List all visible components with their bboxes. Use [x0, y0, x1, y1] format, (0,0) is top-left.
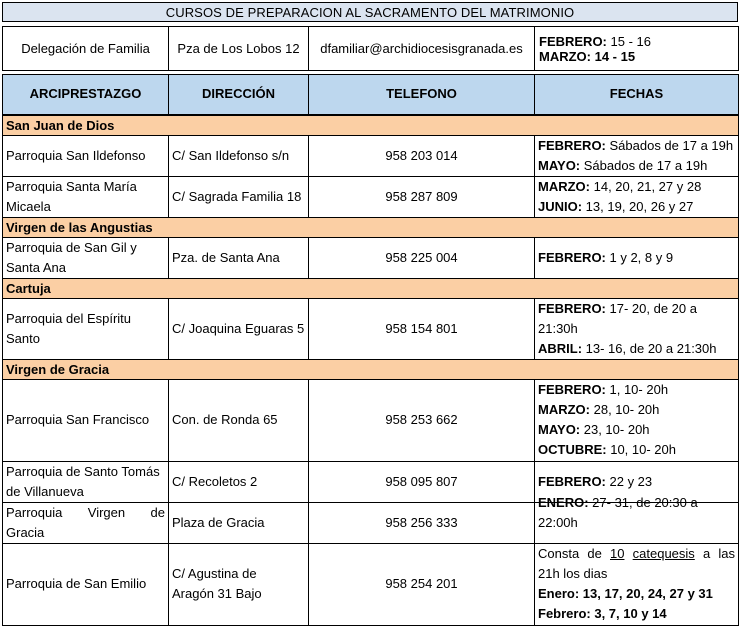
- parish-name: Parroquia San Ildefonso: [3, 135, 169, 176]
- delegation-row: [3, 27, 739, 71]
- table-row: [3, 135, 739, 176]
- delegation-date-2: MARZO: 14 - 15: [539, 48, 636, 64]
- parish-address: C/ Sagrada Familia 18: [169, 176, 309, 217]
- group-row: [3, 115, 739, 136]
- catechesis-intro: Consta de 10 catequesis a las: [538, 546, 735, 561]
- header-direccion: DIRECCIÓN: [169, 75, 309, 115]
- group-label: San Juan de Dios: [3, 115, 739, 136]
- parish-phone: 958 225 004: [309, 237, 535, 278]
- table-row: [3, 237, 739, 278]
- parish-phone: 958 256 333: [309, 502, 535, 543]
- header-telefono: TELEFONO: [309, 75, 535, 115]
- parish-address: Con. de Ronda 65: [169, 379, 309, 461]
- parish-name: Parroquia de San Emilio: [3, 543, 169, 625]
- delegation-info-table: [2, 26, 739, 71]
- parish-dates: ENERO: 27- 31, de 20:30 a 22:00h: [535, 502, 739, 543]
- parish-address: Pza. de Santa Ana: [169, 237, 309, 278]
- parish-dates: FEBRERO: Sábados de 17 a 19h MAYO: Sábados de 17 a 19h: [535, 135, 739, 176]
- parish-name: Parroquia San Francisco: [3, 379, 169, 461]
- parish-dates: Consta de 10 catequesis a las 21h los dias Enero: 13, 17, 20, 24, 27 y 31 Febrero: 3, 7, 10 y 14: [535, 543, 739, 625]
- delegation-dates: [535, 27, 739, 71]
- parish-name: Parroquia del Espíritu Santo: [3, 298, 169, 359]
- parish-address: C/ Recoletos 2: [169, 461, 309, 502]
- parish-address: C/ Agustina de Aragón 31 Bajo: [169, 543, 309, 625]
- parish-name: Parroquia de San Gil y Santa Ana: [3, 237, 169, 278]
- parish-phone: 958 095 807: [309, 461, 535, 502]
- parish-phone: 958 254 201: [309, 543, 535, 625]
- parish-address: C/ Joaquina Eguaras 5: [169, 298, 309, 359]
- parish-dates: FEBRERO: 17- 20, de 20 a 21:30h ABRIL: 13- 16, de 20 a 21:30h: [535, 298, 739, 359]
- parish-dates: FEBRERO: 1 y 2, 8 y 9: [535, 237, 739, 278]
- parish-dates: FEBRERO: 1, 10- 20h MARZO: 28, 10- 20h MAYO: 23, 10- 20h OCTUBRE: 10, 10- 20h: [535, 379, 739, 461]
- table-row: [3, 176, 739, 217]
- delegation-email[interactable]: dfamiliar@archidiocesisgranada.es: [309, 27, 535, 71]
- table-row: [3, 502, 739, 543]
- table-row: [3, 298, 739, 359]
- parish-phone: 958 287 809: [309, 176, 535, 217]
- table-row: [3, 379, 739, 461]
- group-row: [3, 217, 739, 237]
- header-fechas: FECHAS: [535, 75, 739, 115]
- group-label: Virgen de Gracia: [3, 359, 739, 379]
- page-title: CURSOS DE PREPARACION AL SACRAMENTO DEL MATRIMONIO: [2, 2, 738, 22]
- delegation-address: Pza de Los Lobos 12: [169, 27, 309, 71]
- parish-dates: FEBRERO: 22 y 23: [535, 461, 739, 502]
- delegation-name: Delegación de Familia: [3, 27, 169, 71]
- group-label: Virgen de las Angustias: [3, 217, 739, 237]
- group-label: Cartuja: [3, 278, 739, 298]
- parish-address: Plaza de Gracia: [169, 502, 309, 543]
- parish-name: Parroquia Virgen de Gracia: [3, 502, 169, 543]
- parish-address: C/ San Ildefonso s/n: [169, 135, 309, 176]
- parish-phone: 958 253 662: [309, 379, 535, 461]
- header-row: [3, 75, 739, 115]
- parish-phone: 958 154 801: [309, 298, 535, 359]
- parish-name: Parroquia de Santo Tomás de Villanueva: [3, 461, 169, 502]
- group-row: [3, 359, 739, 379]
- parish-phone: 958 203 014: [309, 135, 535, 176]
- table-row: [3, 543, 739, 625]
- group-row: [3, 278, 739, 298]
- parish-dates: MARZO: 14, 20, 21, 27 y 28 JUNIO: 13, 19, 20, 26 y 27: [535, 176, 739, 217]
- header-arciprestazgo: ARCIPRESTAZGO: [3, 75, 169, 115]
- parish-name: Parroquia Santa María Micaela: [3, 176, 169, 217]
- courses-table: [2, 74, 739, 626]
- delegation-date-1: FEBRERO: 15 - 16: [539, 33, 651, 49]
